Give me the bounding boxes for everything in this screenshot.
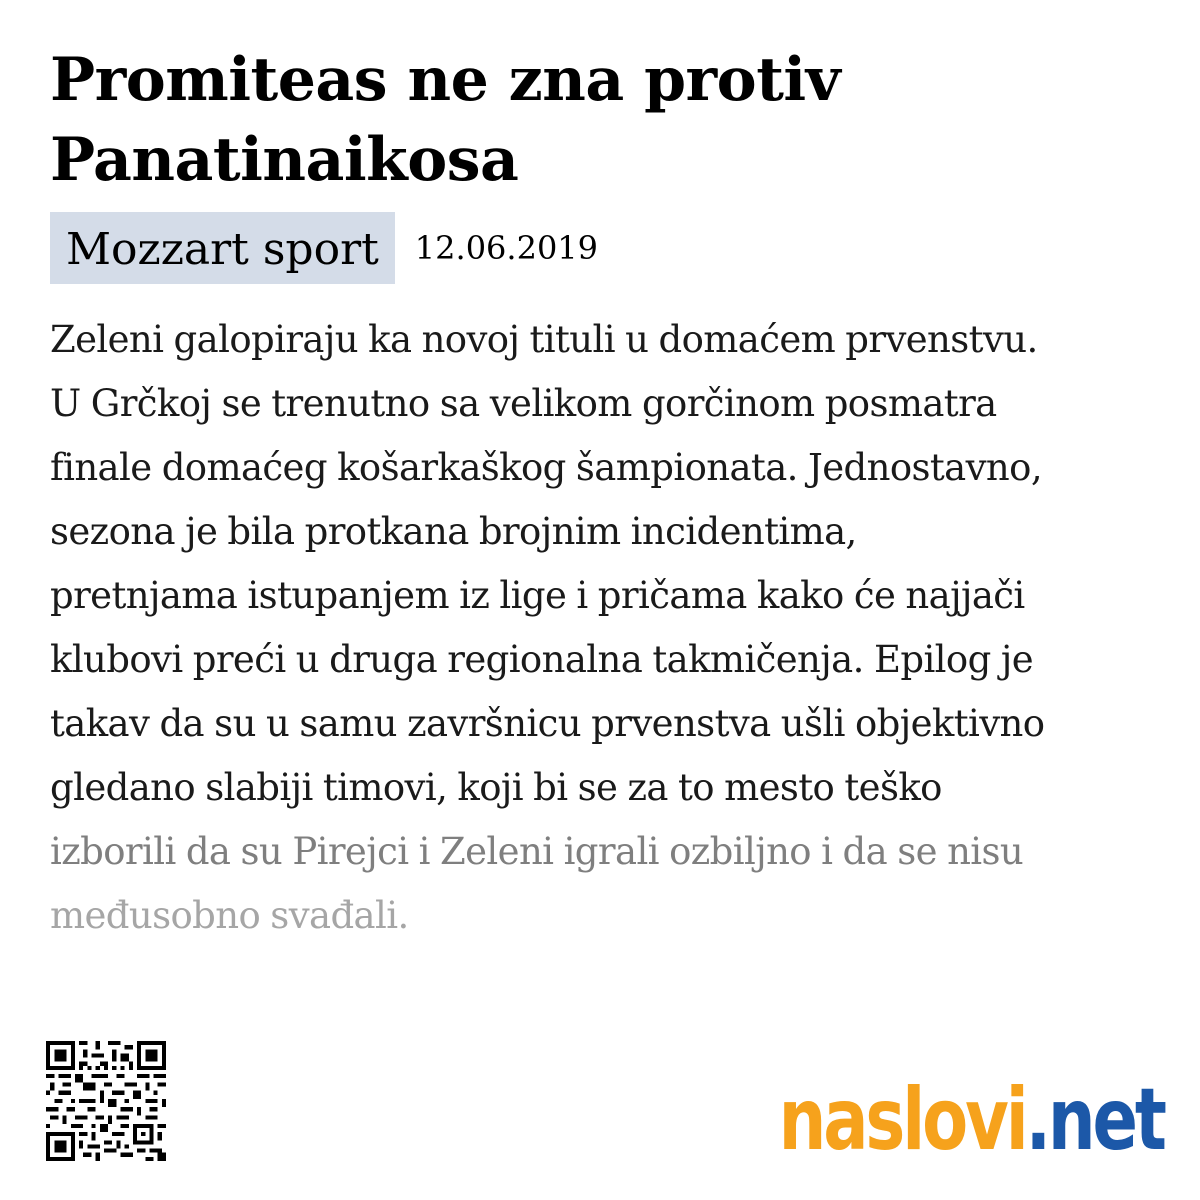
title-line: Promiteas ne zna protiv (50, 45, 841, 115)
logo-main-text: naslovi (778, 1070, 1026, 1170)
body-line: pretnjama istupanjem iz lige i pričama kako će najjači (50, 574, 1025, 617)
qr-code-icon[interactable] (46, 1038, 166, 1164)
body-line: takav da su u samu završnicu prvenstva ušli objektivno (50, 702, 1045, 745)
body-line: međusobno svađali. (50, 894, 409, 937)
body-line: Zeleni galopiraju ka novoj tituli u domaćem prvenstvu. (50, 318, 1038, 361)
body-line: U Grčkoj se trenutno sa velikom gorčinom posmatra (50, 382, 997, 425)
article (50, 40, 1160, 948)
logo-tld-text: .net (1025, 1070, 1164, 1170)
body-line: sezona je bila protkana brojnim incidentima, (50, 510, 857, 553)
publish-date: 12.06.2019 (414, 229, 599, 267)
title-line: Panatinaikosa (50, 125, 519, 195)
article-title[interactable] (50, 40, 1160, 200)
source-badge[interactable]: Mozzart sport (50, 212, 395, 284)
article-body (50, 308, 1160, 948)
naslovi-logo[interactable] (779, 1070, 1164, 1170)
body-line: gledano slabiji timovi, koji bi se za to mesto teško (50, 766, 942, 809)
article-meta (50, 212, 1160, 284)
body-line: finale domaćeg košarkaškog šampionata. Jednostavno, (50, 446, 1042, 489)
body-line: izborili da su Pirejci i Zeleni igrali ozbiljno i da se nisu (50, 830, 1024, 873)
body-line: klubovi preći u druga regionalna takmičenja. Epilog je (50, 638, 1033, 681)
